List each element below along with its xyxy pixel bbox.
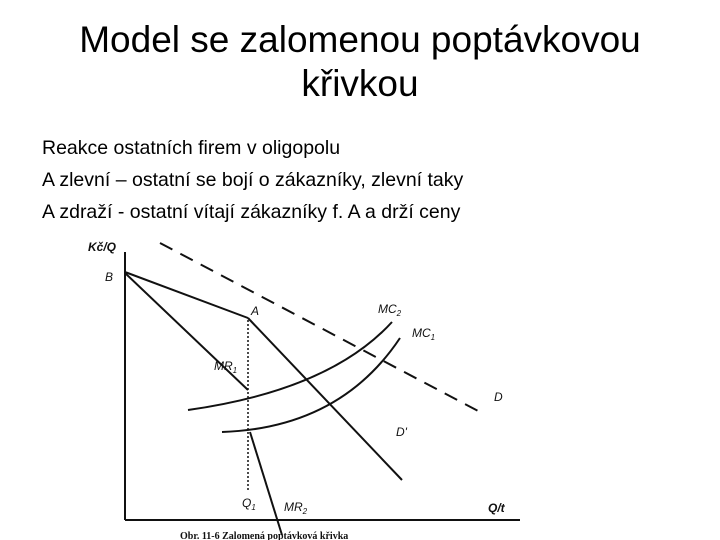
mc1-label: $MC_1$ [412, 326, 436, 342]
body-line-2: A zlevní – ostatní se bojí o zákazníky, zlevní taky [42, 169, 464, 191]
mc2-label: $MC_2$ [378, 302, 402, 318]
demand-curve-d-prime [248, 318, 402, 480]
point-a-label: A [251, 304, 260, 318]
mr1-label: $MR_1$ [214, 359, 238, 375]
mr2-label: $MR_2$ [284, 500, 308, 516]
d-label: D [494, 390, 503, 404]
slide-title-line-2: křivkou [301, 63, 419, 104]
figure-caption: Obr. 11-6 Zalomená poptávková křivka [180, 531, 349, 540]
body-line-3: A zdraží - ostatní vítají zákazníky f. A a drží ceny [42, 201, 461, 223]
body-line-1: Reakce ostatních firem v oligopolu [42, 137, 341, 159]
y-axis-label: Kč/Q [88, 240, 117, 254]
demand-curve-d [160, 243, 480, 412]
slide-title-line-1: Model se zalomenou poptávkovou [79, 19, 641, 60]
point-b-label: B [105, 270, 114, 284]
x-axis-label: Q/t [488, 501, 505, 515]
q1-label: $Q_1$ [242, 496, 256, 512]
d-prime-label: D' [396, 425, 407, 439]
